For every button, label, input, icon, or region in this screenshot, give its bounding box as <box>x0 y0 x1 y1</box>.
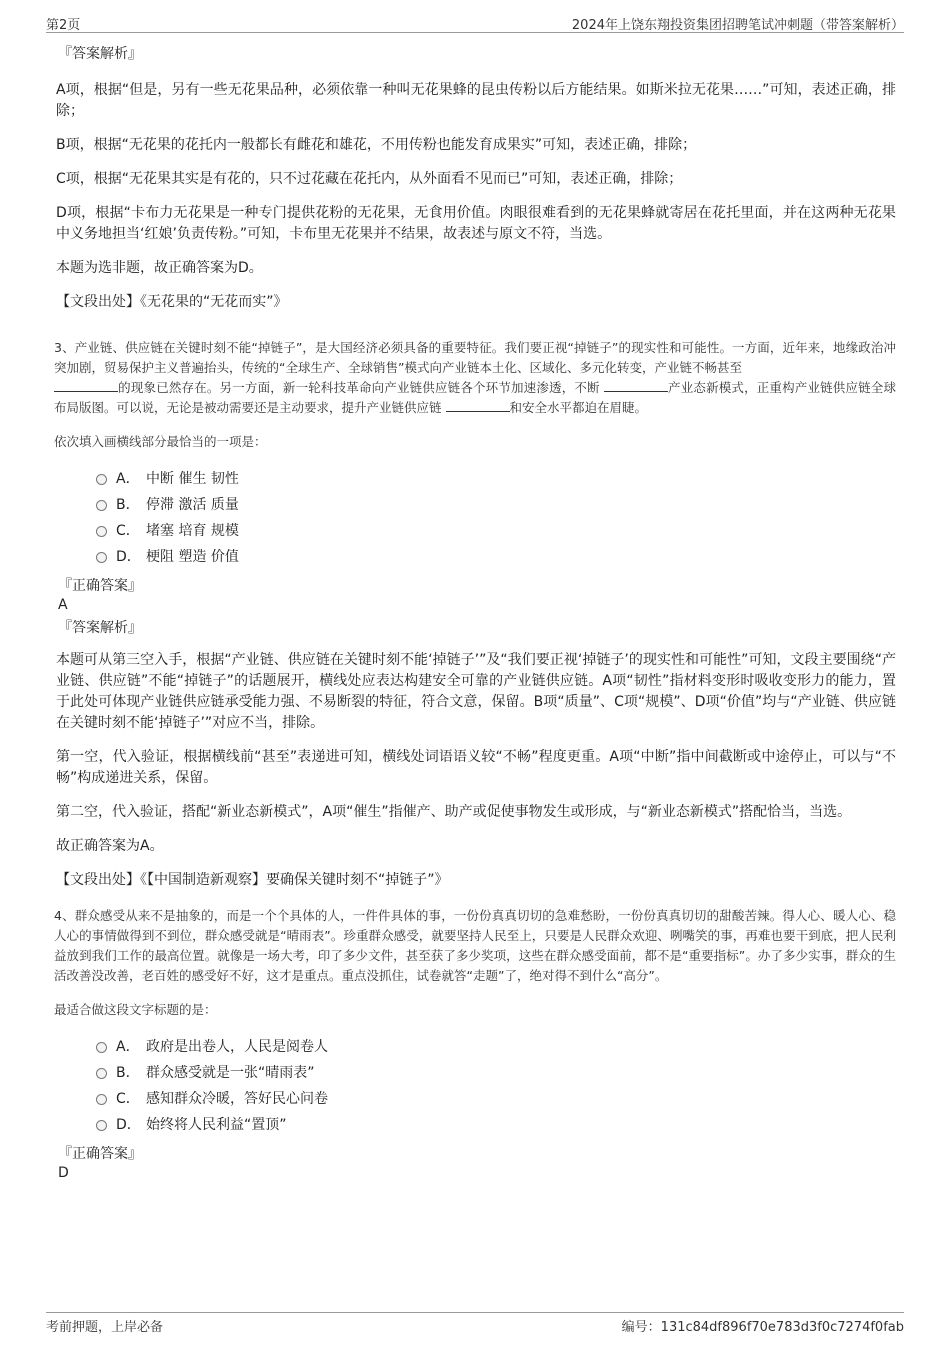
option-letter: C． <box>116 523 140 539</box>
option-text: 堵塞 培育 规模 <box>146 523 239 539</box>
q3-blank-3 <box>446 399 510 412</box>
q3-analysis-paragraph-2: 第一空，代入验证，根据横线前“甚至”表递进可知，横线处词语语义较“不畅”程度更重。A项“中断”指中间截断或中途停止，可以与“不畅”构成递进关系，保留。 <box>56 749 896 786</box>
option-text: 群众感受就是一张“晴雨表” <box>146 1065 315 1081</box>
q3-conclusion: 故正确答案为A。 <box>56 838 164 854</box>
radio-icon[interactable] <box>96 526 107 537</box>
option-letter: B． <box>116 1065 140 1081</box>
q3-prompt: 依次填入画横线部分最恰当的一项是： <box>54 434 267 449</box>
option-letter: D． <box>116 1117 141 1133</box>
q2-analysis-paragraph-c: C项，根据“无花果其实是有花的，只不过花藏在花托内，从外面看不见而已”可知，表述正确，排除； <box>56 171 683 187</box>
option-text: 中断 催生 韧性 <box>146 471 239 487</box>
q3-correct-answer: A <box>58 597 68 613</box>
option-letter: A． <box>116 471 140 487</box>
q3-option-d[interactable] <box>96 544 896 570</box>
q3-source: 【文段出处】《【中国制造新观察】要确保关键时刻不“掉链子”》 <box>56 872 449 888</box>
page-footer <box>46 1312 904 1333</box>
q4-correct-label: 『正确答案』 <box>58 1146 142 1162</box>
q2-analysis-paragraph-b: B项，根据“无花果的花托内一般都长有雌花和雄花，不用传粉也能发育成果实”可知，表述正确，排除； <box>56 137 697 153</box>
option-letter: C． <box>116 1091 140 1107</box>
option-letter: B． <box>116 497 140 513</box>
q3-blank-1 <box>54 379 118 392</box>
q2-analysis-paragraph-d: D项，根据“卡布力无花果是一种专门提供花粉的无花果，无食用价值。肉眼很难看到的无花果蜂就寄居在花托里面，并在这两种无花果中义务地担当‘红娘’负责传粉。”可知，卡布里无花果并不结果，故表述与原文不符，当选。 <box>56 205 896 242</box>
q3-analysis-label: 『答案解析』 <box>58 620 142 636</box>
radio-icon[interactable] <box>96 1120 107 1131</box>
option-text: 停滞 激活 质量 <box>146 497 239 513</box>
q3-stem <box>54 338 896 418</box>
q2-analysis-label: 『答案解析』 <box>58 46 142 62</box>
document-serial: 编号：131c84df896f70e783d3f0c7274f0fab <box>621 1320 904 1335</box>
page-number: 第2页 <box>46 18 81 33</box>
q4-option-d[interactable] <box>96 1112 896 1138</box>
option-text: 始终将人民利益“置顶” <box>146 1117 287 1133</box>
q2-source: 【文段出处】《无花果的“无花而实”》 <box>56 294 288 310</box>
q4-prompt: 最适合做这段文字标题的是： <box>54 1002 217 1017</box>
q3-option-b[interactable] <box>96 492 896 518</box>
q3-option-c[interactable] <box>96 518 896 544</box>
q4-option-a[interactable] <box>96 1034 896 1060</box>
q3-stem-part-4: 和安全水平都迫在眉睫。 <box>509 400 648 415</box>
radio-icon[interactable] <box>96 1094 107 1105</box>
page-header <box>46 12 904 33</box>
option-text: 政府是出卷人，人民是阅卷人 <box>146 1039 328 1055</box>
radio-icon[interactable] <box>96 1068 107 1079</box>
q3-stem-part-1: 3、产业链、供应链在关键时刻不能“掉链子”，是大国经济必须具备的重要特征。我们要正视“掉链子”的现实性和可能性。一方面，近年来，地缘政治冲突加剧，贸易保护主义普遍抬头，传统的“全球生产、全球销售”模式向产业链本土化、区域化、多元化转变，产业链不畅甚至 <box>54 340 896 375</box>
q2-conclusion: 本题为选非题，故正确答案为D。 <box>56 260 263 276</box>
radio-icon[interactable] <box>96 1042 107 1053</box>
footer-slogan: 考前押题，上岸必备 <box>46 1320 164 1335</box>
q3-analysis-paragraph-1: 本题可从第三空入手，根据“产业链、供应链在关键时刻不能‘掉链子’”及“我们要正视‘掉链子’的现实性和可能性”可知，文段主要围绕“产业链、供应链”不能“掉链子”的话题展开，横线处应表达构建安全可靠的产业链供应链。A项“韧性”指材料变形时吸收变形力的能力，置于此处可体现产业链供应链承受能力强、不易断裂的特征，符合文意，保留。B项“质量”、C项“规模”、D项“价值”均与“产业链、供应链在关键时刻不能‘掉链子’”对应不当，排除。 <box>56 652 896 731</box>
option-letter: D． <box>116 549 141 565</box>
q3-option-a[interactable] <box>96 466 896 492</box>
q4-correct-answer: D <box>58 1165 69 1181</box>
radio-icon[interactable] <box>96 500 107 511</box>
q3-options <box>96 466 896 570</box>
q3-stem-part-2: 的现象已然存在。另一方面，新一轮科技革命向产业链供应链各个环节加速渗透，不断 <box>118 380 600 395</box>
q3-stem-part-3: 产业态新模式，正重构产业链供应链全球布局版图。可以说，无论是被动需要还是主动要求，提升产业链供应链 <box>54 380 896 415</box>
document-title: 2024年上饶东翔投资集团招聘笔试冲刺题（带答案解析） <box>571 18 904 33</box>
option-letter: A． <box>116 1039 140 1055</box>
radio-icon[interactable] <box>96 474 107 485</box>
q3-correct-label: 『正确答案』 <box>58 578 142 594</box>
q4-options <box>96 1034 896 1138</box>
q4-option-b[interactable] <box>96 1060 896 1086</box>
q3-analysis-paragraph-3: 第二空，代入验证，搭配“新业态新模式”，A项“催生”指催产、助产或促使事物发生或形成，与“新业态新模式”搭配恰当，当选。 <box>56 804 852 820</box>
q4-stem: 4、群众感受从来不是抽象的，而是一个个具体的人，一件件具体的事，一份份真真切切的急难愁盼，一份份真真切切的甜酸苦辣。得人心、暖人心、稳人心的事情做得到不到位，群众感受就是“晴雨表”。珍重群众感受，就要坚持人民至上，只要是人民群众欢迎、咧嘴笑的事，再难也要干到底，把人民利益放到我们工作的最高位置。就像是一场大考，印了多少文件，甚至获了多少奖项，这些在群众感受面前，都不是“重要指标”。办了多少实事，群众的生活改善没改善，老百姓的感受好不好，这才是重点。重点没抓住，试卷就答“走题”了，绝对得不到什么“高分”。 <box>54 908 896 983</box>
q2-analysis-paragraph-a: A项，根据“但是，另有一些无花果品种，必须依靠一种叫无花果蜂的昆虫传粉以后方能结果。如斯米拉无花果……”可知，表述正确，排除； <box>56 82 896 119</box>
page-content <box>56 44 896 1186</box>
option-text: 梗阻 塑造 价值 <box>146 549 239 565</box>
q4-option-c[interactable] <box>96 1086 896 1112</box>
option-text: 感知群众冷暖，答好民心问卷 <box>146 1091 328 1107</box>
radio-icon[interactable] <box>96 552 107 563</box>
q3-blank-2 <box>604 379 668 392</box>
